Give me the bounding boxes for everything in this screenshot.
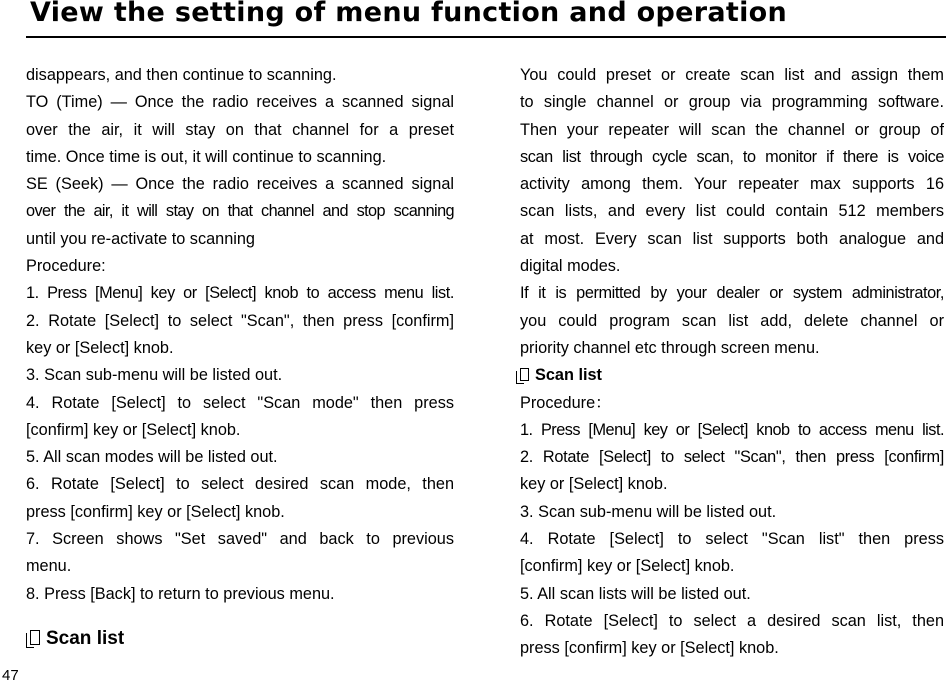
section-heading-text: Scan list: [46, 628, 125, 649]
procedure-step: 5. All scan lists will be listed out.: [520, 584, 751, 603]
procedure-step: key or [Select] knob.: [26, 338, 174, 357]
body-text-line: until you re-activate to scanning: [26, 229, 255, 248]
body-text-line: over the air, it will stay on that channel and stop scanning: [26, 202, 454, 221]
section-heading-text: Scan list: [535, 366, 602, 385]
procedure-label: Procedure:: [26, 257, 106, 276]
page-title: View the setting of menu function and operation: [30, 0, 788, 28]
body-text-line: priority channel etc through screen menu.: [520, 338, 820, 357]
body-text-line: Then your repeater will scan the channel or group of: [520, 120, 944, 139]
procedure-step: 6. Rotate [Select] to select a desired scan list, then: [520, 611, 944, 630]
procedure-step: 2. Rotate [Select] to select "Scan", then press [confirm]: [520, 448, 944, 467]
procedure-step: 4. Rotate [Select] to select "Scan list" then press: [520, 530, 944, 549]
body-text-line: to single channel or group via programming software.: [520, 93, 944, 112]
body-text-line: you could program scan list add, delete channel or: [520, 311, 944, 330]
body-text-line: at most. Every scan list supports both analogue and: [520, 229, 944, 248]
body-text-line: scan list through cycle scan, to monitor if there is voice: [520, 147, 944, 166]
body-text-line: time. Once time is out, it will continue to scanning.: [26, 147, 387, 166]
procedure-step: 1. Press [Menu] key or [Select] knob to access menu list.: [520, 420, 944, 439]
procedure-step: press [confirm] key or [Select] knob.: [26, 502, 285, 521]
body-text-line: disappears, and then continue to scanning.: [26, 66, 337, 84]
page-header: [26, 0, 946, 38]
body-text-line: scan lists, and every list could contain 512 members: [520, 202, 944, 221]
procedure-step: 5. All scan modes will be listed out.: [26, 448, 278, 467]
body-text-line: If it is permitted by your dealer or system administrator,: [520, 284, 944, 303]
body-text-line: You could preset or create scan list and assign them: [520, 66, 944, 84]
procedure-step: 1. Press [Menu] key or [Select] knob to access menu list.: [26, 284, 454, 303]
left-column: [26, 62, 454, 608]
body-text-line: digital modes.: [520, 257, 621, 276]
procedure-step: 2. Rotate [Select] to select "Scan", then press [confirm]: [26, 311, 454, 330]
procedure-step: 4. Rotate [Select] to select "Scan mode" then press: [26, 393, 454, 412]
document-icon: [30, 630, 40, 645]
section-heading-scan-list: [520, 362, 944, 389]
procedure-step: 7. Screen shows "Set saved" and back to previous: [26, 530, 454, 549]
procedure-step: press [confirm] key or [Select] knob.: [520, 639, 779, 658]
body-text-line: TO (Time) — Once the radio receives a scanned signal: [26, 93, 454, 112]
procedure-step: 3. Scan sub-menu will be listed out.: [26, 366, 283, 385]
body-text-line: activity among them. Your repeater max supports 16: [520, 175, 944, 194]
document-icon: [520, 368, 529, 381]
procedure-step: 8. Press [Back] to return to previous menu.: [26, 584, 335, 603]
body-text-line: SE (Seek) — Once the radio receives a scanned signal: [26, 175, 454, 194]
procedure-step: 3. Scan sub-menu will be listed out.: [520, 502, 777, 521]
page-number: 47: [2, 667, 19, 684]
procedure-step: menu.: [26, 557, 72, 576]
procedure-step: [confirm] key or [Select] knob.: [26, 420, 241, 439]
body-text-line: over the air, it will stay on that channel for a preset: [26, 120, 454, 139]
procedure-step: key or [Select] knob.: [520, 475, 668, 494]
procedure-label: Procedure：: [520, 393, 612, 412]
procedure-step: 6. Rotate [Select] to select desired scan mode, then: [26, 475, 454, 494]
right-column: [520, 62, 944, 663]
procedure-step: [confirm] key or [Select] knob.: [520, 557, 735, 576]
section-heading-scan-list: [30, 628, 124, 650]
